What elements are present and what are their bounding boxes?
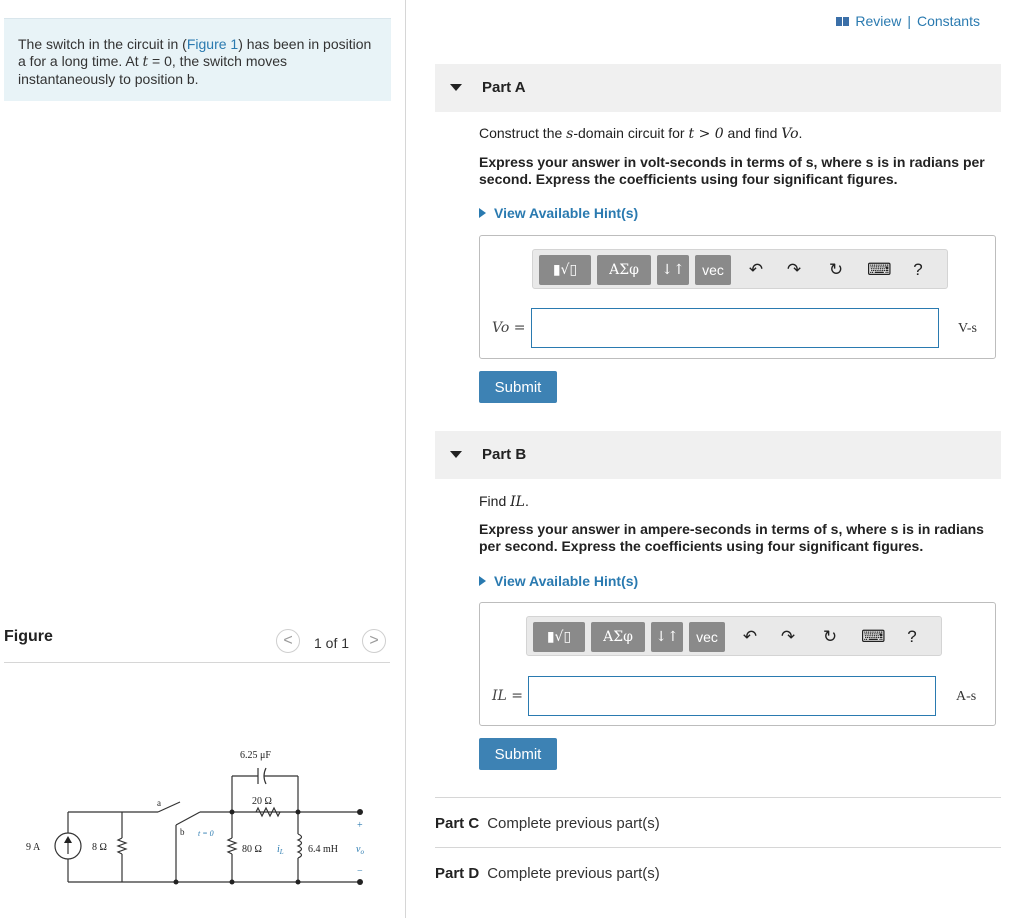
part-c-status: Complete previous part(s) [487, 815, 660, 832]
book-icon [836, 17, 849, 26]
part-b-answer-box [479, 602, 996, 726]
part-b-instruction: Express your answer in ampere-seconds in terms of s, where s is in radians per second. Express the coefficients using four significant figures. [479, 521, 984, 554]
part-c-row [435, 815, 660, 832]
vo-unit: V-s [958, 321, 977, 336]
math-toolbar [526, 616, 942, 656]
part-a-header[interactable] [435, 64, 1001, 112]
part-a-instruction: Express your answer in volt-seconds in terms of s, where s is in radians per second. Express the coefficients using four significant figures. [479, 154, 985, 187]
redo-icon[interactable]: ↷ [780, 627, 796, 646]
help-icon[interactable]: ? [913, 260, 923, 279]
part-d-divider [435, 847, 1001, 848]
figure-label: Figure [4, 628, 53, 645]
part-c-title: Part C [435, 815, 480, 832]
arrows-button[interactable]: ↓↑ [651, 622, 683, 652]
circuit-diagram [20, 740, 380, 890]
redo-icon[interactable]: ↷ [786, 260, 802, 279]
part-b-question: Find IL. [479, 493, 529, 510]
problem-text: The switch in the circuit in (Figure 1) has been in position a for a long time. At t = 0, the switch moves instantaneously to position b. [18, 36, 372, 87]
templates-button[interactable]: ▮√▯ [539, 255, 591, 285]
keyboard-icon[interactable]: ⌨ [861, 627, 886, 646]
il-label: $i_L$ [277, 844, 284, 856]
part-b-header[interactable] [435, 431, 1001, 479]
collapse-triangle-icon [450, 451, 462, 458]
figure-rule [4, 662, 390, 663]
part-a-title: Part A [482, 79, 526, 96]
review-constants-links: Review | Constants [836, 13, 980, 29]
vec-button[interactable]: vec [695, 255, 731, 285]
part-c-divider [435, 797, 1001, 798]
il-var-label: IL = [492, 688, 524, 704]
part-a-hint-link[interactable]: View Available Hint(s) [479, 205, 638, 221]
switch-time-label: t = 0 [198, 829, 214, 838]
vo-answer-input[interactable] [531, 308, 939, 348]
il-answer-input[interactable] [528, 676, 936, 716]
reset-icon[interactable]: ↻ [822, 627, 838, 646]
next-figure-button[interactable] [362, 629, 386, 653]
caret-right-icon [479, 208, 486, 218]
part-d-title: Part D [435, 865, 480, 882]
greek-button[interactable]: ΑΣφ [591, 622, 645, 652]
r80-label: 80 Ω [242, 844, 262, 855]
part-d-row [435, 865, 660, 882]
chevron-left-icon: < [283, 632, 293, 649]
switch-a-label: a [157, 798, 161, 808]
r8-label: 8 Ω [92, 842, 107, 853]
constants-link[interactable]: Constants [916, 13, 980, 29]
figure-link[interactable]: Figure 1 [186, 36, 239, 52]
undo-icon[interactable]: ↶ [748, 260, 764, 279]
part-a-submit-button[interactable]: Submit [479, 371, 557, 403]
vec-button[interactable]: vec [689, 622, 725, 652]
chevron-right-icon: > [369, 632, 379, 649]
r20-label: 20 Ω [252, 796, 272, 807]
arrows-button[interactable]: ↓↑ [657, 255, 689, 285]
part-b-hint-link[interactable]: View Available Hint(s) [479, 573, 638, 589]
vo-var-label: Vo = [492, 320, 526, 336]
panel-divider [405, 0, 406, 918]
switch-b-label: b [180, 827, 185, 837]
problem-statement [4, 18, 391, 101]
part-a-answer-box [479, 235, 996, 359]
capacitor-label: 6.25 μF [240, 750, 271, 761]
help-icon[interactable]: ? [907, 627, 917, 646]
source-label: 9 A [26, 842, 41, 853]
reset-icon[interactable]: ↻ [828, 260, 844, 279]
caret-right-icon [479, 576, 486, 586]
vo-plus: + [357, 820, 363, 831]
inductor-label: 6.4 mH [308, 844, 338, 855]
part-b-title: Part B [482, 446, 527, 463]
math-toolbar [532, 249, 948, 289]
undo-icon[interactable]: ↶ [742, 627, 758, 646]
part-a-question: Construct the s-domain circuit for t > 0 and find Vo. [479, 125, 803, 142]
part-d-status: Complete previous part(s) [487, 865, 660, 882]
prev-figure-button[interactable] [276, 629, 300, 653]
collapse-triangle-icon [450, 84, 462, 91]
templates-button[interactable]: ▮√▯ [533, 622, 585, 652]
greek-button[interactable]: ΑΣφ [597, 255, 651, 285]
keyboard-icon[interactable]: ⌨ [867, 260, 892, 279]
review-link[interactable]: Review [855, 13, 902, 29]
vo-label: $v_o$ [356, 844, 364, 856]
il-unit: A-s [956, 689, 977, 704]
vo-minus: − [357, 866, 363, 877]
part-b-submit-button[interactable]: Submit [479, 738, 557, 770]
figure-pager-text: 1 of 1 [314, 635, 350, 651]
